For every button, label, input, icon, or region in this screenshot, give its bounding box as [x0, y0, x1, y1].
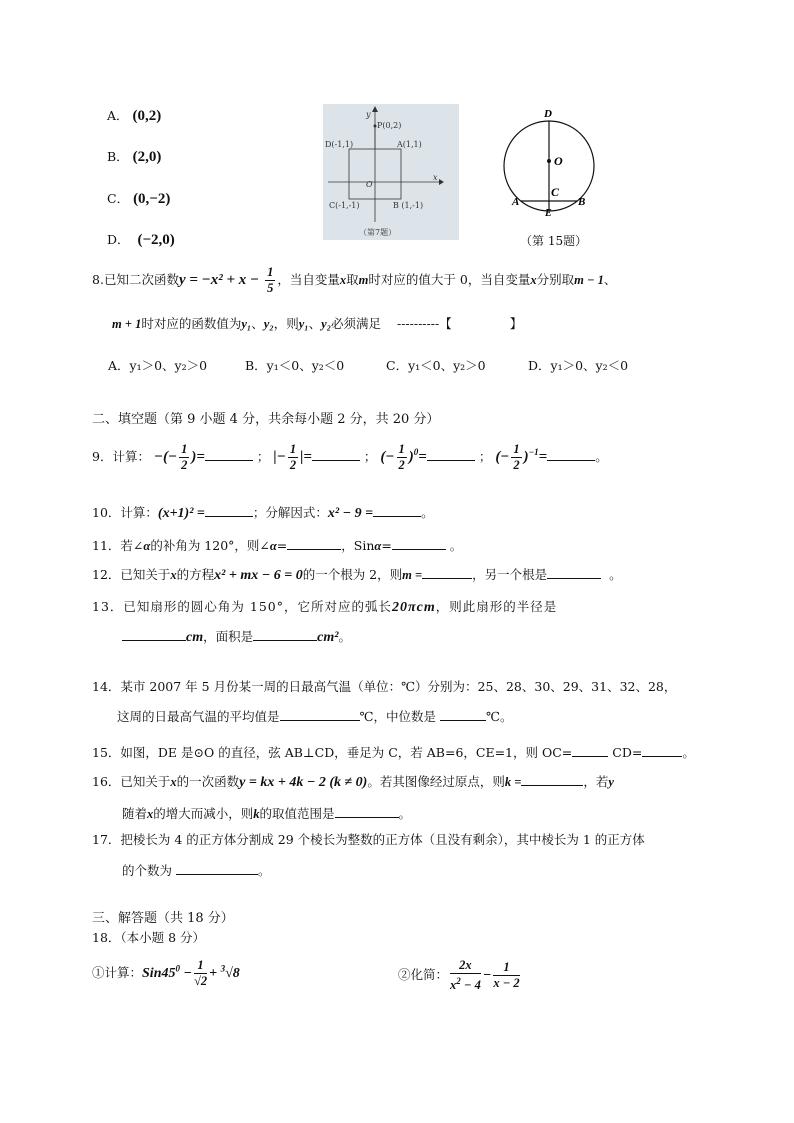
- figure-15: [503, 106, 599, 216]
- q16-line1: 16．已知关于x的一次函数y = kx + 4k − 2 (k ≠ 0)。若其图像经过原点，则k = ，若y: [92, 774, 614, 790]
- q15: 15．如图，DE 是⊙O 的直径，弦 AB⊥CD，垂足为 C，若 AB=6，CE=1，则 OC= CD= 。: [92, 745, 695, 760]
- fig7-label-o: O: [366, 180, 373, 189]
- q18-part1: ①计算：$Sin45^0$ − $\frac{1}{√2}$ + $^3$√8: [92, 958, 240, 988]
- q8-line1: 8.已知二次函数y = −x² + x − $\frac{1}{5}$ ，当自变量x取m时对应的值大于 0，当自变量x分别取m − 1、: [92, 265, 617, 295]
- q17-line2: 的个数为 。: [122, 863, 271, 878]
- q8-choice-d: D．y₁＞0、y₂＜0: [528, 358, 629, 373]
- q7-option-b: B． (2,0): [107, 149, 162, 165]
- fig15-label-b: B: [578, 196, 586, 208]
- fig7-label-b: B (1,-1): [393, 201, 424, 210]
- figure-7-graph: [323, 104, 459, 240]
- q9: 9．计算： −(− $\frac{1}{2}$ )= ； |− $\frac{1}{2}$ |= ； (− $\frac{1}{2}$ )$^0$= ； (− $\frac{1}{2}$ )$^{-1}$= 。: [92, 442, 608, 472]
- q7-option-a: A． (0,2): [107, 108, 162, 124]
- section-3-heading: 三、解答题（共 18 分）: [92, 911, 234, 926]
- fig7-caption: （第7题）: [359, 228, 397, 237]
- fig7-label-y: y: [366, 110, 371, 119]
- q7-option-c: C． (0,−2): [107, 191, 171, 207]
- figure-7: [323, 104, 459, 240]
- q11: 11．若∠α的补角为 120°，则∠α= ，Sinα= 。: [92, 538, 463, 553]
- fig7-label-x: x: [433, 173, 438, 182]
- fig15-label-a: A: [512, 196, 520, 208]
- q14-line2: 这周的日最高气温的平均值是 ℃，中位数是 ℃。: [117, 709, 513, 724]
- q16-line2: 随着x的增大而减小，则k的取值范围是 。: [122, 806, 412, 821]
- fig7-label-a: A(1,1): [397, 140, 422, 149]
- q8-choice-b: B．y₁＜0、y₂＜0: [245, 358, 345, 373]
- fig15-caption: （第 15题）: [520, 234, 588, 248]
- figure-15-circle: [503, 106, 599, 216]
- fig7-label-p: P(0,2): [377, 121, 402, 130]
- q12: 12．已知关于x的方程x² + mx − 6 = 0的一个根为 2，则m = ，另一个根是 。: [92, 567, 622, 583]
- q8-choice-a: A．y₁＞0、y₂＞0: [108, 358, 208, 373]
- fig15-label-d: D: [544, 108, 552, 120]
- q10: 10．计算：(x+1)² = ；分解因式：x² − 9 = 。: [92, 505, 434, 521]
- q17-line1: 17．把棱长为 4 的正方体分割成 29 个棱长为整数的正方体（且没有剩余），其中棱长为 1 的正方体: [92, 832, 645, 847]
- q13-line1: 13．已知扇形的圆心角为 150°，它所对应的弧长20πcm，则此扇形的半径是: [92, 599, 558, 615]
- q8-line2: m + 1时对应的函数值为y₁、y₂，则y₁、y₂必须满足 ----------【 】: [112, 316, 523, 331]
- q18-part2: ②化简： $\frac{2x}{x^2 - 4}$ − $\frac{1}{x - 2}$: [398, 958, 520, 993]
- q8-fraction: $\frac{1}{5}$: [267, 265, 274, 295]
- q7-option-d: D． (−2,0): [107, 232, 175, 248]
- fig7-label-d: D(-1,1): [325, 140, 354, 149]
- fig15-label-e: E: [545, 208, 552, 216]
- section-2-heading: 二、填空题（第 9 小题 4 分，共余每小题 2 分，共 20 分）: [92, 412, 440, 427]
- q8-choice-c: C．y₁＜0、y₂＞0: [386, 358, 486, 373]
- fig15-label-o: O: [554, 154, 563, 168]
- fig7-label-c: C(-1,-1): [329, 201, 360, 210]
- q18-title: 18．（本小题 8 分）: [92, 930, 206, 945]
- q13-line2: cm，面积是 cm²。: [122, 627, 351, 646]
- q14-line1: 14．某市 2007 年 5 月份某一周的日最高气温（单位：℃）分别为：25、28、30、29、31、32、28，: [92, 679, 677, 694]
- fig15-label-c: C: [551, 185, 560, 199]
